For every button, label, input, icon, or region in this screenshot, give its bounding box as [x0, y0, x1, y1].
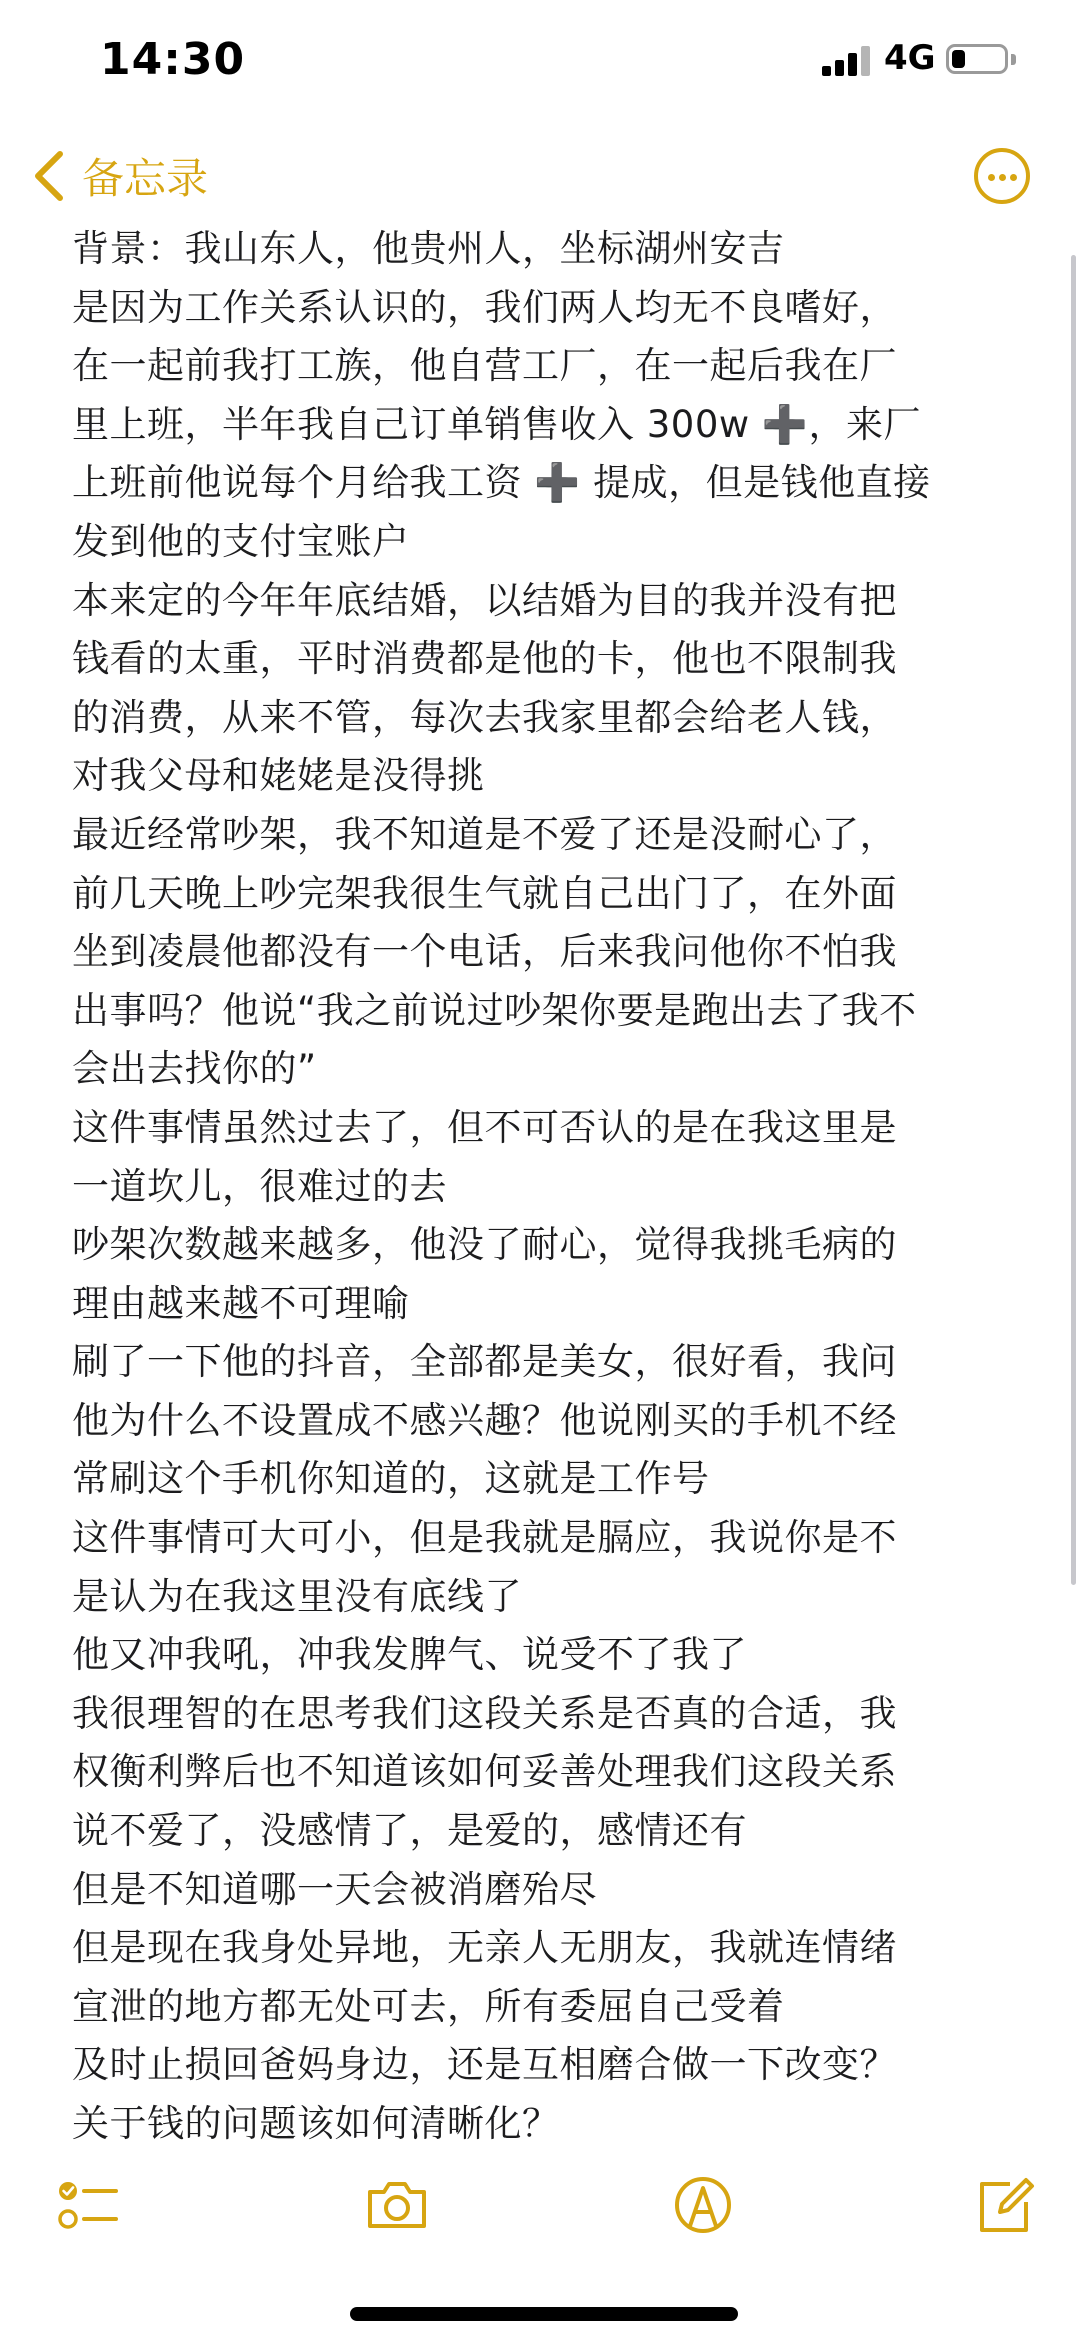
back-button-label: 备忘录 [82, 154, 209, 203]
battery-cap [1011, 54, 1016, 65]
note-line: 这件事情可大可小，但是我就是膈应，我说你是不 [72, 1516, 897, 1560]
checklist-icon [52, 2170, 122, 2240]
note-line: 最近经常吵架，我不知道是不爱了还是没耐心了， [72, 812, 897, 856]
note-line: 本来定的今年年底结婚，以结婚为目的我并没有把 [72, 578, 897, 622]
note-line: 常刷这个手机你知道的，这就是工作号 [72, 1457, 710, 1501]
note-line: 但是现在我身处异地，无亲人无朋友，我就连情绪 [72, 1926, 897, 1970]
chevron-left-icon [28, 148, 68, 204]
status-bar [0, 0, 1080, 120]
note-line: 是认为在我这里没有底线了 [72, 1574, 522, 1618]
network-type: 4G [884, 38, 936, 78]
note-line: 吵架次数越来越多，他没了耐心，觉得我挑毛病的 [72, 1223, 897, 1267]
ellipsis-dot [1010, 174, 1017, 181]
note-line: 他为什么不设置成不感兴趣？他说刚买的手机不经 [72, 1398, 897, 1442]
more-options-button[interactable] [974, 148, 1030, 204]
note-text-area[interactable] [72, 220, 1032, 2140]
note-line: 是因为工作关系认识的，我们两人均无不良嗜好， [72, 285, 897, 329]
note-line: 我很理智的在思考我们这段关系是否真的合适，我 [72, 1691, 897, 1735]
note-line: 在一起前我打工族，他自营工厂，在一起后我在厂 [72, 344, 897, 388]
note-line: 里上班，半年我自己订单销售收入 300w ➕，来厂 [72, 402, 921, 446]
back-button[interactable] [28, 146, 208, 206]
note-line: 关于钱的问题该如何清晰化？ [72, 2102, 560, 2140]
note-line: 上班前他说每个月给我工资 ➕ 提成，但是钱他直接 [72, 461, 931, 505]
note-line: 这件事情虽然过去了，但不可否认的是在我这里是 [72, 1105, 897, 1149]
status-time: 14:30 [100, 34, 246, 85]
note-line: 他又冲我吼，冲我发脾气、说受不了我了 [72, 1633, 747, 1677]
markup-pen-icon [668, 2170, 738, 2240]
compose-icon [970, 2170, 1040, 2240]
ellipsis-dot [999, 174, 1006, 181]
note-line: 背景：我山东人，他贵州人，坐标湖州安吉 [72, 227, 785, 270]
navigation-bar [0, 130, 1080, 220]
checklist-button[interactable] [52, 2170, 122, 2240]
note-line: 说不爱了，没感情了，是爱的，感情还有 [72, 1809, 747, 1853]
ellipsis-icon [988, 174, 995, 181]
note-line: 宣泄的地方都无处可去，所有委屈自己受着 [72, 1984, 785, 2028]
battery-level-fill [952, 50, 965, 68]
note-line: 钱看的太重，平时消费都是他的卡，他也不限制我 [72, 637, 897, 681]
bottom-toolbar [0, 2160, 1080, 2250]
note-line: 的消费，从来不管，每次去我家里都会给老人钱， [72, 695, 897, 739]
markup-button[interactable] [668, 2170, 738, 2240]
note-line: 前几天晚上吵完架我很生气就自己出门了，在外面 [72, 871, 897, 915]
home-indicator[interactable] [350, 2307, 738, 2321]
note-line: 刷了一下他的抖音，全部都是美女，很好看，我问 [72, 1340, 897, 1384]
note-line: 对我父母和姥姥是没得挑 [72, 754, 485, 798]
note-line: 出事吗？他说“我之前说过吵架你要是跑出去了我不 [72, 988, 917, 1032]
note-line: 权衡利弊后也不知道该如何妥善处理我们这段关系 [72, 1750, 897, 1794]
compose-button[interactable] [970, 2170, 1040, 2240]
note-line: 发到他的支付宝账户 [72, 519, 410, 563]
note-line: 理由越来越不可理喻 [72, 1281, 410, 1325]
note-line: 会出去找你的” [72, 1047, 317, 1091]
note-line: 坐到凌晨他都没有一个电话，后来我问他你不怕我 [72, 930, 897, 974]
note-line: 及时止损回爸妈身边，还是互相磨合做一下改变？ [72, 2043, 897, 2087]
note-line: 一道坎儿，很难过的去 [72, 1164, 447, 1208]
battery-icon [946, 44, 1008, 74]
camera-icon [362, 2170, 432, 2240]
note-line: 但是不知道哪一天会被消磨殆尽 [72, 1867, 597, 1911]
cellular-signal-icon [822, 46, 872, 76]
scrollbar[interactable] [1071, 255, 1076, 1585]
camera-button[interactable] [362, 2170, 432, 2240]
